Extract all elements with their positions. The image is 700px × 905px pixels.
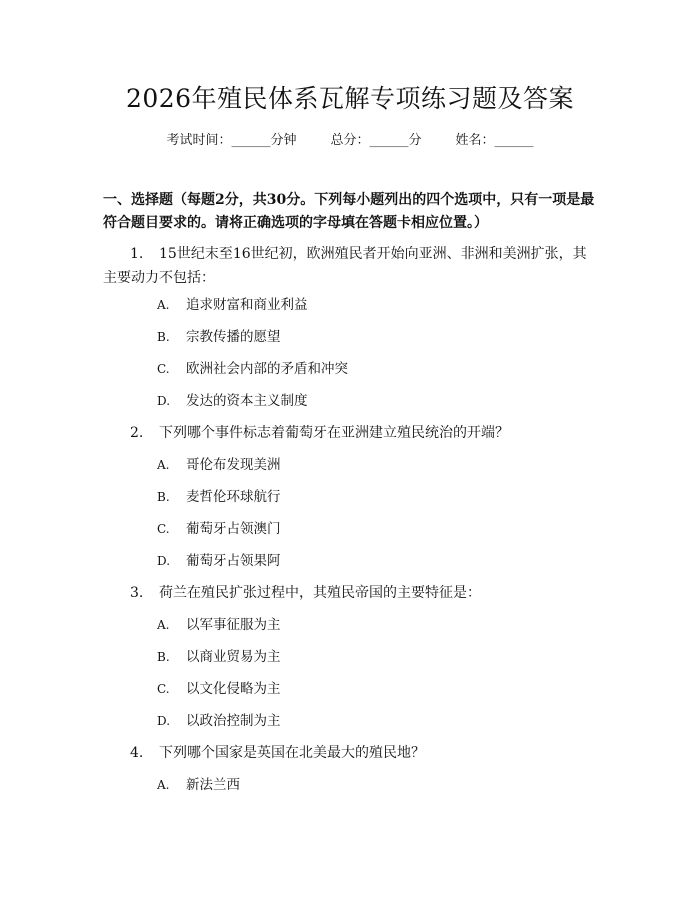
option-letter: C. — [157, 522, 170, 536]
option-letter: A. — [157, 458, 170, 472]
option-letter: B. — [157, 490, 170, 504]
exam-info-line — [0, 132, 700, 150]
option-text: 哥伦布发现美洲 — [186, 457, 281, 473]
option-1-a — [157, 294, 308, 316]
option-text: 宗教传播的愿望 — [186, 329, 281, 345]
option-2-d — [157, 550, 281, 572]
option-text: 新法兰西 — [186, 777, 240, 793]
option-letter: D. — [157, 714, 171, 728]
option-letter: B. — [157, 650, 170, 664]
student-name-label: 姓名： — [455, 133, 495, 148]
question-number: 3. — [130, 585, 144, 601]
option-letter: A. — [157, 618, 170, 632]
question-number: 1. — [130, 246, 144, 262]
option-3-a — [157, 614, 281, 636]
option-letter: C. — [157, 682, 170, 696]
total-score-unit: 分 — [408, 133, 422, 148]
question-number: 4. — [130, 745, 144, 761]
question-text: 15世纪末至16世纪初，欧洲殖民者开始向亚洲、非洲和美洲扩张，其主要动力不包括： — [103, 246, 587, 286]
student-name-blank: ______ — [494, 133, 534, 148]
option-text: 以军事征服为主 — [186, 617, 281, 633]
option-2-a — [157, 454, 281, 476]
option-text: 欧洲社会内部的矛盾和冲突 — [186, 361, 348, 377]
option-4-a — [157, 774, 240, 796]
option-3-d — [157, 710, 281, 732]
total-score-label: 总分： — [330, 133, 370, 148]
question-text: 下列哪个事件标志着葡萄牙在亚洲建立殖民统治的开端？ — [159, 425, 509, 441]
question-number: 2. — [130, 425, 144, 441]
option-text: 以政治控制为主 — [186, 713, 281, 729]
exam-time-label: 考试时间： — [166, 133, 232, 148]
question-text: 下列哪个国家是英国在北美最大的殖民地？ — [159, 745, 425, 761]
option-letter: D. — [157, 394, 171, 408]
option-1-c — [157, 358, 348, 380]
section-heading: 一、选择题（每题2分，共30分。下列每小题列出的四个选项中，只有一项是最符合题目要求的。请将正确选项的字母填在答题卡相应位置。） — [103, 192, 595, 231]
question-1 — [103, 242, 600, 290]
exam-time-unit: 分钟 — [270, 133, 297, 148]
option-text: 发达的资本主义制度 — [186, 393, 308, 409]
option-letter: C. — [157, 362, 170, 376]
question-2 — [130, 422, 509, 444]
option-letter: D. — [157, 554, 171, 568]
student-name-field — [456, 132, 534, 150]
option-2-c — [157, 518, 281, 540]
page-title: 2026年殖民体系瓦解专项练习题及答案 — [125, 84, 575, 113]
option-1-b — [157, 326, 281, 348]
total-score-field — [330, 132, 421, 150]
option-2-b — [157, 486, 281, 508]
option-text: 葡萄牙占领果阿 — [186, 553, 281, 569]
option-text: 以文化侵略为主 — [186, 681, 281, 697]
exam-time-field — [166, 132, 296, 150]
option-letter: B. — [157, 330, 170, 344]
question-4 — [130, 742, 425, 764]
total-score-blank: ______ — [369, 133, 409, 148]
exam-time-blank: ______ — [231, 133, 271, 148]
question-3 — [130, 582, 481, 604]
option-text: 追求财富和商业利益 — [186, 297, 308, 313]
option-1-d — [157, 390, 308, 412]
option-letter: A. — [157, 298, 170, 312]
option-text: 麦哲伦环球航行 — [186, 489, 281, 505]
option-text: 葡萄牙占领澳门 — [186, 521, 281, 537]
option-letter: A. — [157, 778, 170, 792]
option-3-c — [157, 678, 281, 700]
option-3-b — [157, 646, 281, 668]
question-text: 荷兰在殖民扩张过程中，其殖民帝国的主要特征是： — [159, 585, 481, 601]
option-text: 以商业贸易为主 — [186, 649, 281, 665]
